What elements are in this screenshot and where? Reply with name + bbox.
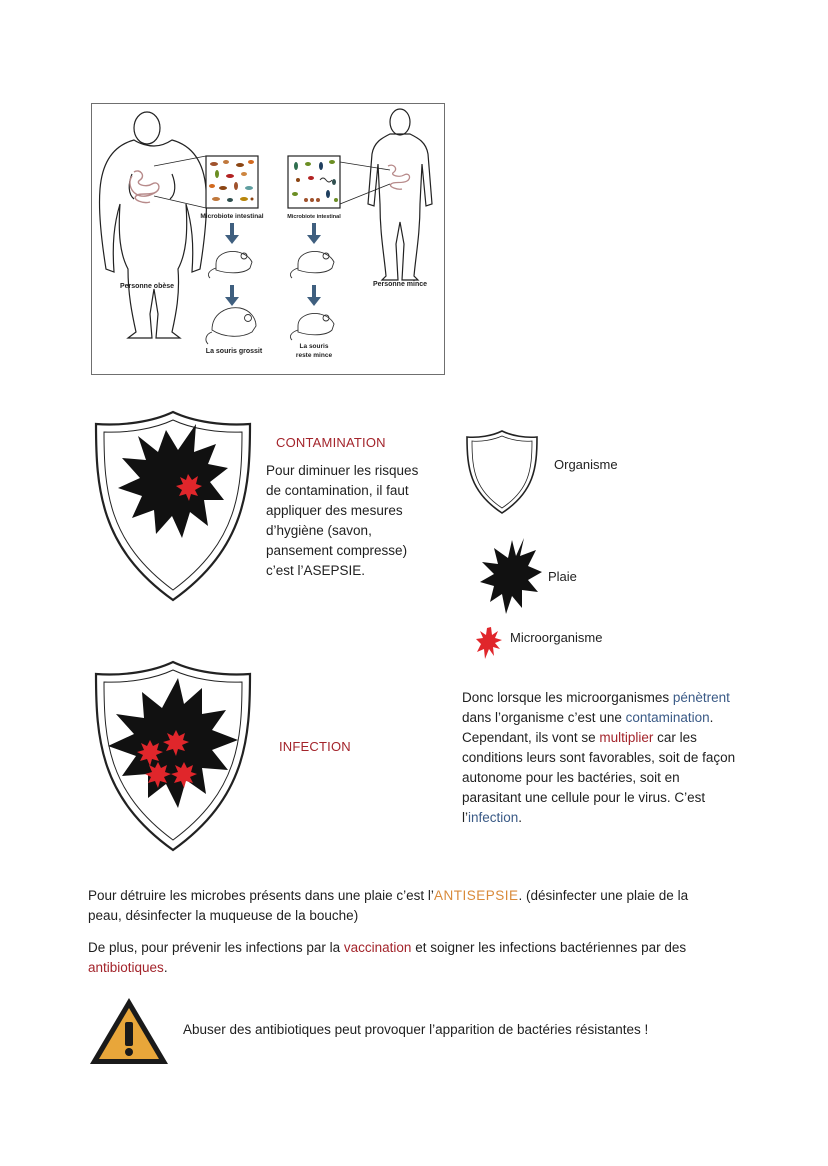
keyword-penetrate: pénètrent — [672, 690, 730, 705]
contamination-shield-icon — [92, 408, 254, 604]
infection-line: l’infection. — [462, 810, 523, 825]
mouse-gains-weight-label: La souris grossit — [205, 348, 263, 355]
infection-line: autonome pour les bactéries, soit en — [462, 770, 680, 785]
thin-mouse-icon — [290, 314, 334, 341]
intestine-icon — [130, 171, 159, 203]
contamination-line: d’hygiène (savon, — [266, 523, 372, 538]
contamination-title: CONTAMINATION — [276, 435, 386, 450]
thin-person-icon — [368, 109, 432, 280]
microbiota-figure — [91, 103, 445, 375]
arrow-down-icon — [225, 223, 321, 306]
warning-icon — [88, 996, 170, 1066]
microbiota-diagram — [92, 104, 444, 374]
infection-title: INFECTION — [279, 739, 351, 754]
infection-line: Donc lorsque les microorganismes pénètrent — [462, 690, 730, 705]
thin-person-label: Personne mince — [372, 281, 428, 288]
warning-text: Abuser des antibiotiques peut provoquer l’apparition de bactéries résistantes ! — [183, 1022, 649, 1037]
keyword-antisepsie: ANTISEPSIE — [433, 888, 519, 903]
organism-shield-icon — [464, 428, 540, 516]
right-box-label: Microbiote intestinal — [287, 214, 341, 220]
infection-line: parasitant une cellule pour le virus. C’est — [462, 790, 706, 805]
mouse-stays-thin-label-1: La souris — [299, 343, 329, 350]
contamination-line: pansement compresse) — [266, 543, 408, 558]
infection-shield-icon — [92, 658, 254, 854]
infection-line: conditions leurs sont favorables, soit de façon — [462, 750, 736, 765]
mouse-stays-thin-label-2: reste mince — [295, 352, 333, 359]
legend-wound-label: Plaie — [548, 569, 577, 584]
infection-text — [462, 688, 792, 828]
microorganism-icon — [476, 626, 502, 660]
contamination-line: Pour diminuer les risques — [266, 463, 419, 478]
obese-person-icon — [99, 112, 206, 338]
contamination-line: de contamination, il faut — [266, 483, 409, 498]
contamination-line: appliquer des mesures — [266, 503, 403, 518]
wound-icon — [478, 536, 542, 616]
vaccination-paragraph: De plus, pour prévenir les infections par la vaccination et soigner les infections bactériennes par des antibiotiques. — [88, 940, 687, 975]
contamination-text — [266, 461, 456, 581]
keyword-infection: infection — [468, 810, 519, 825]
intestine-icon-right — [388, 165, 410, 189]
infection-line: Cependant, ils vont se multiplier car les — [462, 730, 697, 745]
keyword-antibiotiques: antibiotiques — [88, 960, 164, 975]
contamination-line: c’est l’ASEPSIE. — [266, 563, 366, 578]
legend-microorganism-label: Microorganisme — [510, 630, 603, 645]
mouse-icon — [208, 252, 334, 279]
keyword-contamination: contamination — [625, 710, 710, 725]
legend-organism-label: Organisme — [554, 457, 618, 472]
left-box-label: Microbiote intestinal — [200, 213, 264, 220]
obese-person-label: Personne obèse — [119, 283, 175, 290]
keyword-multiply: multiplier — [599, 730, 654, 745]
antisepsie-paragraph: Pour détruire les microbes présents dans une plaie c’est l’ANTISEPSIE. (désinfecter une plaie de la peau, désinfecter la muqueuse de la bouche) — [88, 888, 689, 923]
infection-line: dans l’organisme c’est une contamination. — [462, 710, 714, 725]
keyword-vaccination: vaccination — [343, 940, 412, 955]
fat-mouse-icon — [206, 308, 256, 344]
